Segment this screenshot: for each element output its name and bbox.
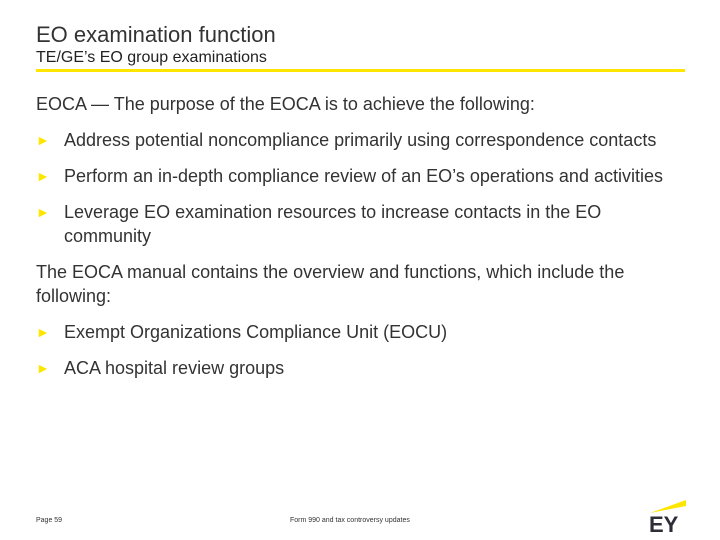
eoca-intro: EOCA — The purpose of the EOCA is to achieve the following: <box>36 94 535 114</box>
bullet-text: Exempt Organizations Compliance Unit (EOCU) <box>64 322 448 342</box>
purpose-bullet-item <box>36 164 676 188</box>
arrow-bullet-icon: ► <box>36 204 50 220</box>
ey-logo-text: EY <box>649 512 679 534</box>
slide-subtitle: TE/GE’s EO group examinations <box>36 49 267 66</box>
manual-bullet-list <box>36 320 676 380</box>
title-divider <box>36 69 685 72</box>
footer-caption: Form 990 and tax controversy updates <box>290 517 410 524</box>
purpose-bullet-item <box>36 128 676 152</box>
bullet-text: Address potential noncompliance primarily using correspondence contacts <box>64 130 657 150</box>
manual-bullet-item <box>36 320 676 344</box>
slide-body <box>36 92 676 392</box>
bullet-text: ACA hospital review groups <box>64 358 285 378</box>
arrow-bullet-icon: ► <box>36 168 50 184</box>
manual-intro: The EOCA manual contains the overview and functions, which include the following: <box>36 262 625 306</box>
slide-title: EO examination function <box>36 22 276 47</box>
bullet-text: Perform an in-depth compliance review of an EO’s operations and activities <box>64 166 663 186</box>
manual-bullet-item <box>36 356 676 380</box>
arrow-bullet-icon: ► <box>36 360 50 376</box>
purpose-bullet-item <box>36 200 676 248</box>
purpose-bullet-list <box>36 128 676 248</box>
arrow-bullet-icon: ► <box>36 132 50 148</box>
ey-logo-icon <box>648 496 688 534</box>
bullet-text: Leverage EO examination resources to increase contacts in the EO community <box>64 202 602 246</box>
page-number: Page 59 <box>36 517 63 524</box>
arrow-bullet-icon: ► <box>36 324 50 340</box>
